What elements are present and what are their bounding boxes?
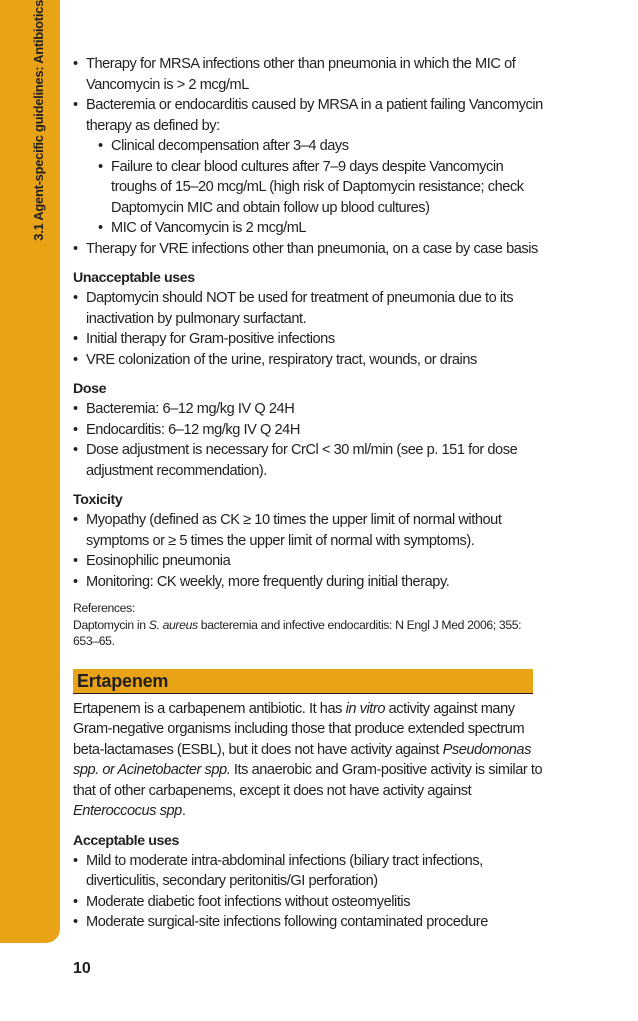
desc-part: Ertapenem is a carbapenem antibiotic. It has <box>73 700 346 717</box>
page-number: 10 <box>73 960 91 977</box>
chapter-sidebar-tab <box>0 0 60 943</box>
page-content <box>73 54 543 933</box>
citation-organism: S. aureus <box>148 617 198 632</box>
list-item: • Dose adjustment is necessary for CrCl < 30 ml/min (see p. 151 for dose adjustment recommendation). <box>73 440 543 481</box>
list-item: • Initial therapy for Gram-positive infections <box>73 329 543 350</box>
section-header-bar <box>73 669 533 694</box>
list-item: • Bacteremia: 6–12 mg/kg IV Q 24H <box>73 399 543 420</box>
list-item: • Failure to clear blood cultures after 7–9 days despite Vancomycin troughs of 15–20 mcg/mL (high risk of Daptomycin resistance; check Daptomycin MIC and obtain follow up blood cultures) <box>73 157 543 219</box>
desc-part: . <box>181 803 186 819</box>
acceptable-uses-heading: Acceptable uses <box>73 832 179 849</box>
section-title: Ertapenem <box>77 670 169 691</box>
list-item: • Moderate diabetic foot infections without osteomyelitis <box>73 892 543 913</box>
reference-citation <box>73 617 543 650</box>
desc-part: Its anaerobic and Gram-positive activity is similar to that of other carbapenems, except it does not have activity against <box>73 762 543 799</box>
desc-italic: in vitro <box>345 700 385 717</box>
dose-heading: Dose <box>73 381 107 397</box>
list-item: • Moderate surgical-site infections following contaminated procedure <box>73 912 543 933</box>
unacceptable-uses-heading: Unacceptable uses <box>73 270 195 286</box>
list-item: • Eosinophilic pneumonia <box>73 551 543 572</box>
list-item: • MIC of Vancomycin is 2 mcg/mL <box>73 218 543 239</box>
list-item: • Clinical decompensation after 3–4 days <box>73 136 543 157</box>
list-item: • VRE colonization of the urine, respiratory tract, wounds, or drains <box>73 350 543 371</box>
desc-italic: Pseudomonas spp. or Acinetobacter spp. <box>73 741 531 778</box>
list-item: • Daptomycin should NOT be used for treatment of pneumonia due to its inactivation by pulmonary surfactant. <box>73 288 543 329</box>
chapter-label: 3.1 Agent-specific guidelines: Antibiotics <box>31 0 46 241</box>
list-item: • Monitoring: CK weekly, more frequently during initial therapy. <box>73 572 543 593</box>
list-item: • Myopathy (defined as CK ≥ 10 times the upper limit of normal without symptoms or ≥ 5 times the upper limit of normal with symptoms). <box>73 510 543 551</box>
list-item: • Mild to moderate intra-abdominal infections (biliary tract infections, diverticulitis, secondary peritonitis/GI perforation) <box>73 851 543 892</box>
references-label: References: <box>73 601 135 615</box>
list-item: • Therapy for VRE infections other than pneumonia, on a case by case basis <box>73 239 543 260</box>
citation-prefix: Daptomycin in <box>73 617 149 632</box>
list-item: • Bacteremia or endocarditis caused by MRSA in a patient failing Vancomycin therapy as defined by: <box>73 95 543 136</box>
list-item: • Therapy for MRSA infections other than pneumonia in which the MIC of Vancomycin is > 2 mcg/mL <box>73 54 543 95</box>
ertapenem-description <box>73 699 543 822</box>
desc-italic: Enteroccocus spp <box>73 803 182 819</box>
desc-part: activity against many Gram-negative organisms including those that produce extended spectrum beta-lactamases (ESBL), but it does not have activity against <box>73 700 525 758</box>
citation-suffix: bacteremia and infective endocarditis: N Engl J Med 2006; 355: 653–65. <box>73 617 522 648</box>
references <box>73 600 543 650</box>
list-item: • Endocarditis: 6–12 mg/kg IV Q 24H <box>73 420 543 441</box>
toxicity-heading: Toxicity <box>73 492 123 508</box>
